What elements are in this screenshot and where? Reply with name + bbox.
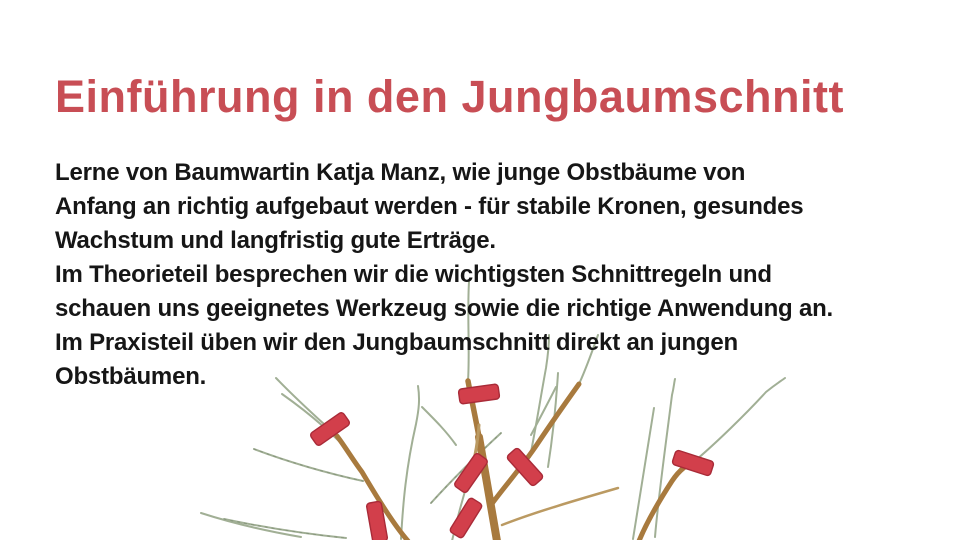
pruning-tag-marker — [449, 497, 483, 539]
intro-line: Lerne von Baumwartin Katja Manz, wie junge Obstbäume von — [55, 159, 746, 186]
intro-line: Obstbäumen. — [55, 363, 207, 390]
intro-line: Anfang an richtig aufgebaut werden - für stabile Kronen, gesundes — [55, 193, 804, 220]
intro-line: Wachstum und langfristig gute Erträge. — [55, 227, 496, 254]
intro-line: Im Praxisteil üben wir den Jungbaumschnitt direkt an jungen — [55, 329, 738, 356]
intro-text — [55, 156, 833, 394]
slide-title: Einführung in den Jungbaumschnitt — [55, 71, 844, 122]
intro-line: schauen uns geeignetes Werkzeug sowie die richtige Anwendung an. — [55, 295, 834, 322]
intro-line: Im Theorieteil besprechen wir die wichtigsten Schnittregeln und — [55, 261, 772, 288]
